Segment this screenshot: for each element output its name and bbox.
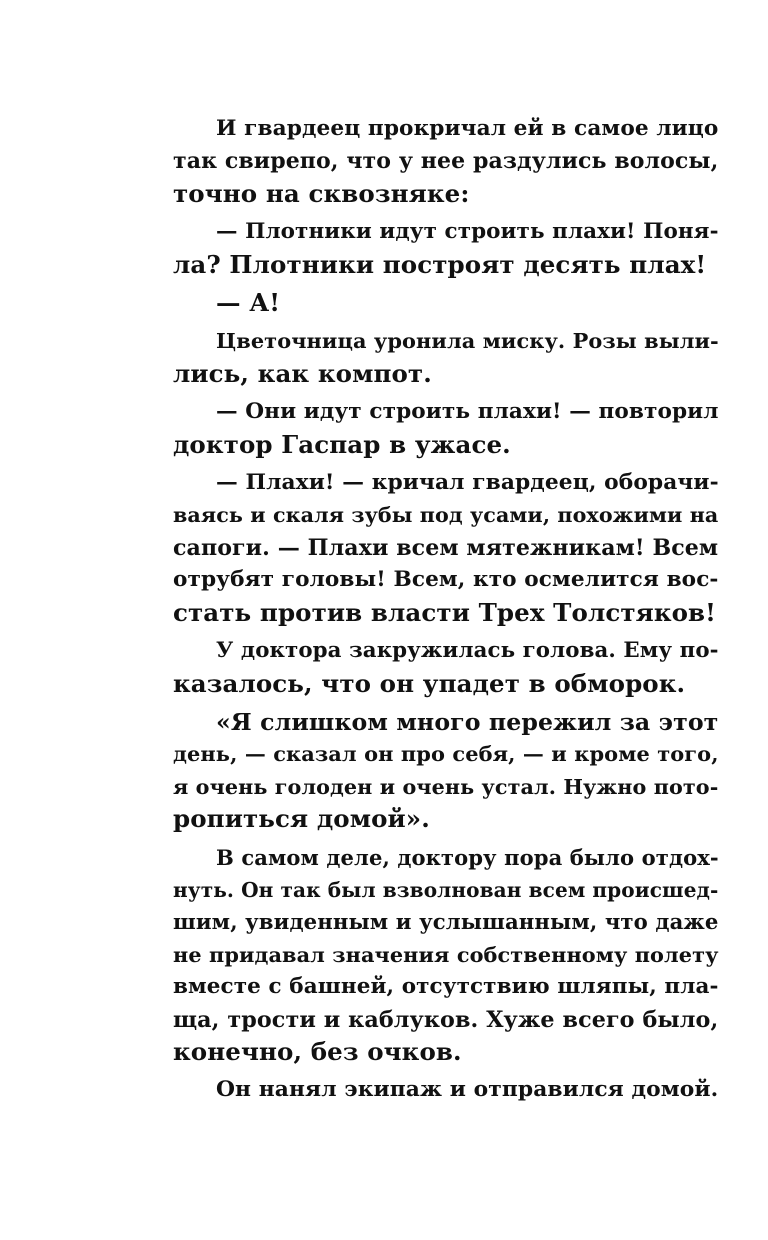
text-line: точно на сквозняке: bbox=[173, 178, 470, 208]
text-line: У доктора закружилась голова. Ему по- bbox=[216, 638, 719, 664]
text-line: В самом деле, доктору пора было отдох- bbox=[216, 844, 719, 870]
text-line: нуть. Он так был взволнован всем происшед- bbox=[173, 877, 719, 902]
text-line: — А! bbox=[216, 288, 281, 318]
text-line: — Они идут строить плахи! — повторил bbox=[216, 399, 719, 425]
text-line: день, — сказал он про себя, — и кроме того, bbox=[173, 741, 719, 767]
text-line: лись, как компот. bbox=[173, 358, 432, 388]
text-line: — Плахи! — кричал гвардеец, оборачи- bbox=[216, 470, 719, 496]
paragraph-10 bbox=[130, 1074, 719, 1106]
text-line: я очень голоден и очень устал. Нужно пото- bbox=[173, 774, 719, 799]
book-page bbox=[130, 113, 719, 1107]
text-line: отрубят головы! Всем, кто осмелится вос- bbox=[173, 567, 719, 593]
paragraph-8 bbox=[130, 706, 719, 836]
text-line: вместе с башней, отсутствию шляпы, пла- bbox=[173, 974, 719, 1000]
paragraph-5 bbox=[130, 396, 719, 461]
paragraph-3 bbox=[130, 287, 678, 319]
paragraph-1 bbox=[130, 113, 719, 210]
text-line: — Плотники идут строить плахи! Поня- bbox=[216, 219, 719, 245]
text-line: шим, увиденным и услышанным, что даже bbox=[173, 909, 719, 935]
paragraph-9 bbox=[130, 842, 719, 1069]
text-line: «Я слишком много пережил за этот bbox=[216, 707, 719, 736]
text-line: доктор Гаспар в ужасе. bbox=[173, 429, 511, 459]
paragraph-6 bbox=[130, 467, 719, 629]
text-line: стать против власти Трех Толстяков! bbox=[173, 597, 717, 627]
text-line: ваясь и скаля зубы под усами, похожими на bbox=[173, 503, 719, 528]
paragraph-2 bbox=[130, 216, 719, 281]
text-line: сапоги. — Плахи всем мятежникам! Всем bbox=[173, 534, 719, 561]
text-line: так свирепо, что у нее раздулись волосы, bbox=[173, 148, 719, 175]
text-line: Он нанял экипаж и отправился домой. bbox=[216, 1077, 719, 1103]
text-line: не придавал значения собственному полету bbox=[173, 941, 719, 967]
text-line: казалось, что он упадет в обморок. bbox=[173, 668, 686, 698]
paragraph-4 bbox=[130, 325, 719, 390]
text-line: конечно, без очков. bbox=[173, 1036, 462, 1066]
text-line: ла? Плотники построят десять плах! bbox=[173, 249, 707, 279]
text-line: ща, трости и каблуков. Хуже всего было, bbox=[173, 1006, 719, 1033]
text-line: Цветочница уронила миску. Розы выли- bbox=[216, 328, 719, 354]
text-line: И гвардеец прокричал ей в самое лицо bbox=[216, 116, 719, 141]
text-line: ропиться домой». bbox=[173, 804, 430, 834]
paragraph-7 bbox=[130, 635, 719, 700]
